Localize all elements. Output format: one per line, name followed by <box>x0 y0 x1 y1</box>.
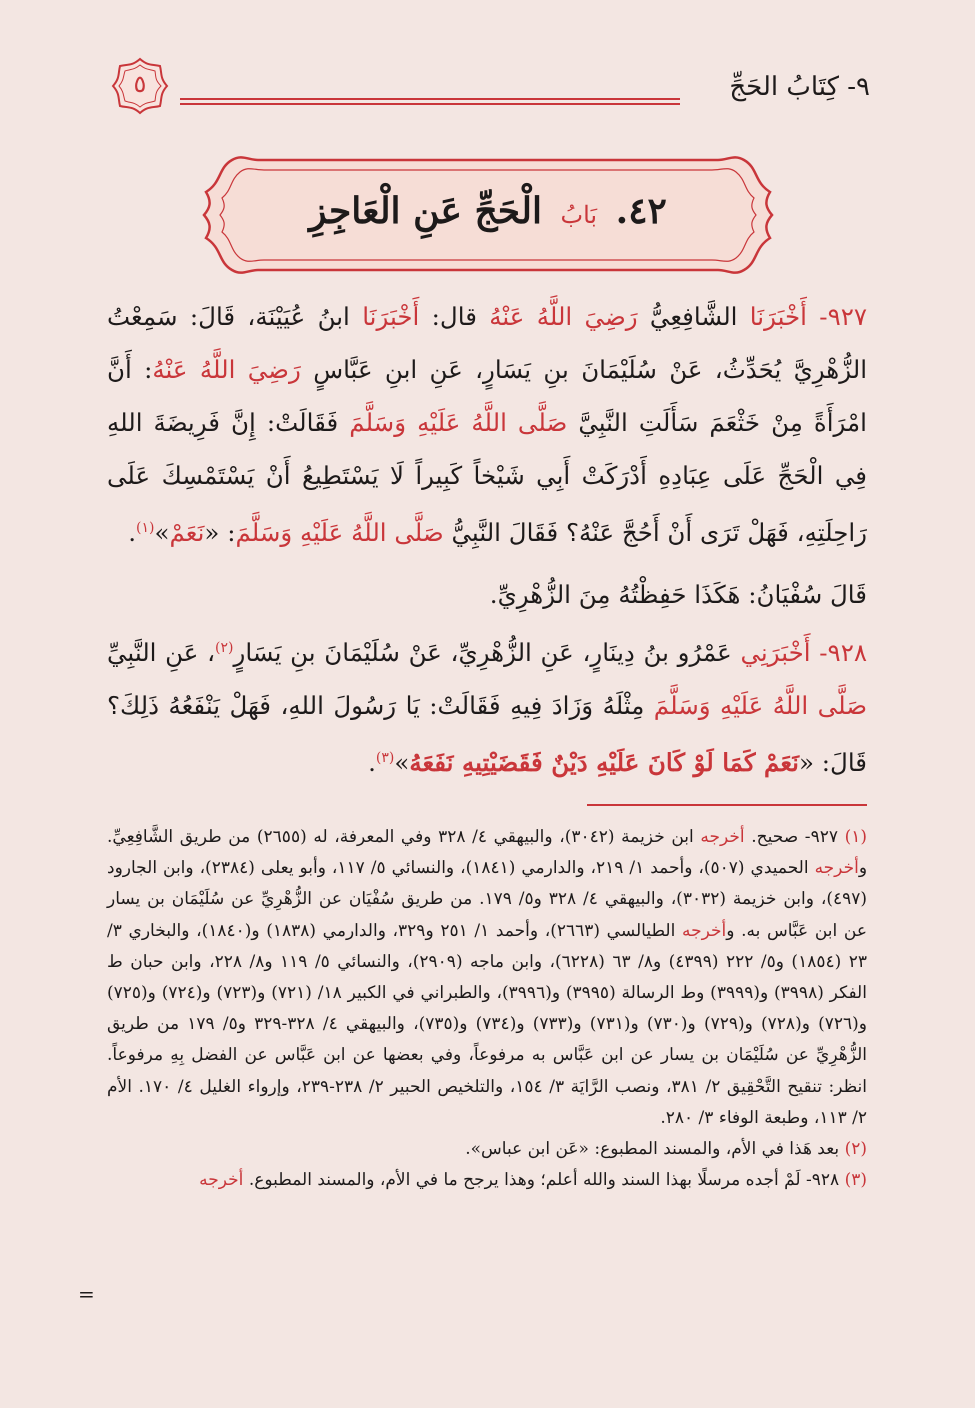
footnote-number: (٣) <box>844 1170 867 1191</box>
narration-text: ، عَنِ النَّبِيِّ <box>107 638 216 668</box>
footnote-number: (٢) <box>844 1139 867 1160</box>
footnote-ref-2: (٢) <box>215 640 234 656</box>
footnote-3 <box>107 1165 867 1196</box>
hadith-928 <box>107 622 867 789</box>
hadith-927 <box>107 290 867 559</box>
narration-text: » <box>154 518 170 548</box>
footnote-text: ٩٢٧- صحيح. <box>751 827 838 847</box>
narration-text: عَمْرُو بنُ دِينَارٍ، عَنِ الزُّهْرِيِّ، عَنْ سُلَيْمَانَ بنِ يَسَارٍ <box>233 638 732 668</box>
header-rule <box>180 98 680 106</box>
narration-text: مِثْلَهُ وَزَادَ فِيهِ فَقَالَتْ: يَا رَسُولَ اللهِ، فَهَلْ يَنْفَعُهُ ذَلِكَ؟ قَالَ: « <box>107 691 867 778</box>
footnote-text: ابن خزيمة (٣٠٤٢)، والبيهقي ٤/ ٣٢٨ وفي المعرفة، له (٢٦٥٥) من طريق الشَّافِعِيِّ. و <box>107 827 868 879</box>
footnote-text: الطيالسي (٢٦٦٣)، وأحمد ١/ ٢٥١ و٣٢٩، والدارمي (١٨٣٨) و(١٨٤٠)، والبخاري ٣/ ٢٣ (١٨٥٤) و٥/ ٢٢٢ (٤٣٩٩) و٨/ ٦٣ (٦٢٢٨)، وابن ماجه (٢٩٠٩)، والنسائي ٥/ ١١٩ و٨/ ٢٢٨، وابن حبان ط الفكر (٣٩٩٨) و(٣٩٩٩) وط الرسالة (٣٩٩٥) و(٣٩٩٦)، والطبراني في الكبير ١٨/ (٧٢١) و(٧٢٣) و(٧٢٤) و(٧٢٥) و(٧٢٦) و(٧٢٨) و(٧٢٩) و(٧٣٠) و(٧٣١) و(٧٣٣) و(٧٣٤) و(٧٣٥)، والبيهقي ٤/ ٣٢٨-٣٢٩ و٥/ ١٧٩ من طريق الزُّهْرِيِّ عن سُلَيْمَان بن يسار عن ابن عَبَّاس به مرفوعاً، وفي بعضها عن ابن عَبَّاس عن الفضل بِهِ مرفوعاً. انظر: تنقيح التَّحْقِيق ٢/ ٣٨١، ونصب الرَّايَة ٣/ ١٥٤، والتلخيص الحبير ٢/ ٢٣٨-٢٣٩، وإرواء الغليل ٤/ ١٧٠. الأم ٢/ ١١٣، وطبعة الوفاء ٣/ ٢٨٠. <box>107 920 867 1128</box>
narrator-text: الشَّافِعِيُّ <box>649 302 738 331</box>
bab-label: بَابُ <box>560 201 598 229</box>
akhbarani-label: أَخْبَرَنِي <box>740 638 811 668</box>
continuation-mark: = <box>78 1282 95 1306</box>
akhbarana-label: أَخْبَرَنَا <box>362 302 420 331</box>
footnotes <box>107 822 867 1196</box>
footnote-text: ٩٢٨- لَمْ أجده مرسلًا بهذا السند والله أعلم؛ وهذا يرجح ما في الأم، والمسند المطبوع. <box>248 1170 840 1191</box>
salutation: صَلَّى اللَّهُ عَلَيْهِ وَسَلَّمَ <box>653 691 867 721</box>
narration-text: : « <box>204 518 236 548</box>
salutation: صَلَّى اللَّهُ عَلَيْهِ وَسَلَّمَ <box>349 408 568 437</box>
chapter-heading <box>198 190 778 232</box>
narration-text: . <box>128 518 136 548</box>
footnote-separator <box>587 804 867 806</box>
chapter-heading-text: الْحَجِّ عَنِ الْعَاجِزِ <box>309 190 542 232</box>
footnote-text: الحميدي (٥٠٧)، وأحمد ١/ ٢١٩، والدارمي (١٨٤١)، والنسائي ٥/ ١١٧، وأبو يعلى (٢٣٨٤)، وابن الجارود (٤٩٧)، وابن خزيمة (٣٠٣٢)، والبيهقي ٤/ ٣٢٨ و٥/ ١٧٩. من طريق سُفْيَان عن الزُّهْرِيِّ عن سُلَيْمَان بن يسار عن ابن عَبَّاس به. و <box>107 858 867 941</box>
honorific: رَضِيَ اللَّهُ عَنْهُ <box>489 302 638 331</box>
hadith-number: ٩٢٨- <box>819 638 868 668</box>
footnote-text: بعد هَذا في الأم، والمسند المطبوع: «عَن ابن عباس». <box>465 1139 840 1160</box>
salutation: صَلَّى اللَّهُ عَلَيْهِ وَسَلَّمَ <box>235 518 444 548</box>
footnote-number: (١) <box>844 827 868 847</box>
narration-text: » <box>394 748 410 778</box>
honorific: رَضِيَ اللَّهُ عَنْهُ <box>152 355 301 384</box>
prophetic-answer: نَعَمْ <box>169 518 205 548</box>
chapter-number: ٤٢. <box>615 190 667 232</box>
hadith-number: ٩٢٧- <box>819 302 868 331</box>
page-number: ٥ <box>133 70 147 98</box>
narration-text: : أَنَّ امْرَأَةً مِنْ خَثْعَمَ سَأَلَتِ النَّبِيَّ <box>107 355 867 437</box>
akhrajahu-label: أخرجه <box>681 920 727 941</box>
footnote-ref-1: (١) <box>136 520 155 536</box>
akhrajahu-label: أخرجه <box>700 827 745 847</box>
akhbarana-label: أَخْبَرَنَا <box>749 302 807 331</box>
sufyan-comment: قَالَ سُفْيَانُ: هَكَذَا حَفِظْتُهُ مِنَ الزُّهْرِيِّ. <box>489 580 867 609</box>
akhrajahu-label: أخرجه <box>199 1170 244 1191</box>
page-number-badge <box>110 56 170 116</box>
running-header <box>110 70 870 126</box>
narration-text: . <box>368 748 376 778</box>
chapter-banner <box>198 152 778 278</box>
footnote-ref-3: (٣) <box>375 750 395 767</box>
narration-text: ابنُ عُيَيْنَة، قَالَ: سَمِعْتُ الزُّهْرِيَّ يُحَدِّثُ، عَنْ سُلَيْمَانَ بنِ يَسَارٍ، عَنِ ابنِ عَبَّاسٍ <box>107 302 868 384</box>
footnote-1 <box>107 822 867 1134</box>
footnote-2 <box>107 1134 867 1165</box>
chapter-title: ٩- كِتَابُ الحَجِّ <box>729 72 870 102</box>
prophetic-answer: نَعَمْ كَمَا لَوْ كَانَ عَلَيْهِ دَيْنٌ فَقَضَيْتِيهِ نَفَعَهُ <box>409 748 799 778</box>
narration-text: فَقَالَتْ: إِنَّ فَرِيضَةَ اللهِ فِي الْحَجِّ عَلَى عِبَادِهِ أَدْرَكَتْ أَبِي شَيْخاً كَبِيراً لَا يَسْتَطِيعُ أَنْ يَسْتَمْسِكَ عَلَى رَاحِلَتِهِ، فَهَلْ تَرَى أَنْ أَحُجَّ عَنْهُ؟ فَقَالَ النَّبِيُّ <box>107 408 867 548</box>
narration-text: قال: <box>431 302 477 331</box>
akhrajahu-label: أخرجه <box>814 858 859 879</box>
